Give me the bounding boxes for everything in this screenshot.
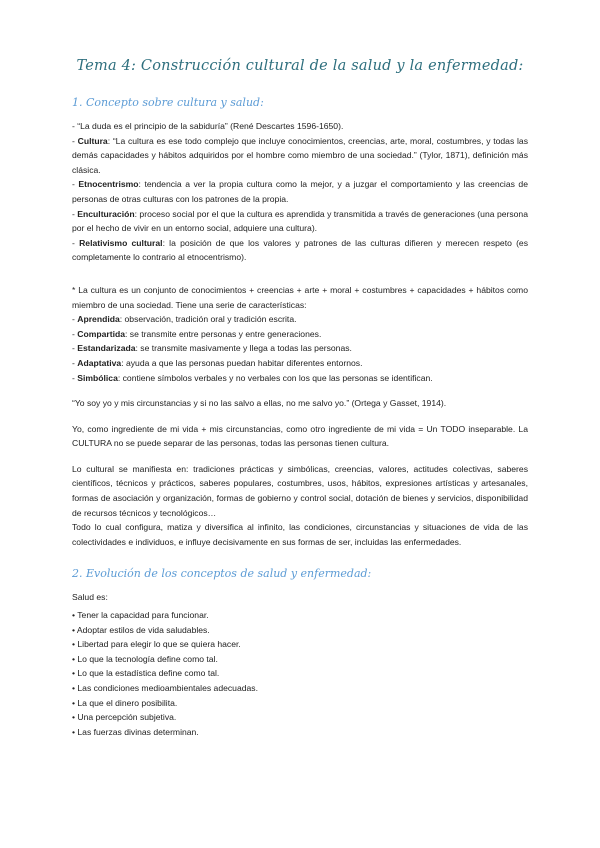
health-item: • Una percepción subjetiva. — [72, 712, 177, 723]
page-title: Tema 4: Construcción cultural de la salud y la enfermedad: — [76, 58, 524, 74]
descartes-quote: - “La duda es el principio de la sabiduría” (René Descartes 1596-1650). — [72, 121, 344, 131]
definition-etnocentrismo: - Etnocentrismo: tendencia a ver la propia cultura como la mejor, y a juzgar el comportamiento y las creencias de personas de otras culturas con los patrones de la propia. — [72, 179, 528, 204]
health-item: • Las condiciones medioambientales adecuadas. — [72, 683, 258, 693]
characteristic-text: : ayuda a que las personas puedan habitar diferentes entornos. — [121, 357, 363, 368]
term: Simbólica — [77, 372, 118, 383]
section-heading-health: 2. Evolución de los conceptos de salud y enfermedad: — [72, 567, 372, 581]
term: Etnocentrismo — [78, 179, 139, 190]
characteristic-simbolica: - Simbólica: contiene símbolos verbales y no verbales con los que las personas se identifican. — [72, 372, 433, 383]
characteristic-adaptativa: - Adaptativa: ayuda a que las personas puedan habitar diferentes entornos. — [72, 357, 363, 368]
term: Estandarizada — [77, 343, 136, 354]
yo-paragraph: Yo, como ingrediente de mi vida + mis circunstancias, como otro ingrediente de mi vida = Un TODO inseparable. La CULTURA no se puede separar de las personas, todas las personas tienen cultura. — [72, 423, 528, 449]
characteristic-text: : se transmite masivamente y llega a todas las personas. — [135, 343, 352, 354]
term: Aprendida — [77, 314, 120, 325]
health-intro: Salud es: — [72, 592, 108, 603]
term: Compartida — [77, 328, 125, 339]
characteristic-aprendida: - Aprendida: observación, tradición oral y tradición escrita. — [72, 314, 297, 325]
todo-paragraph: Todo lo cual configura, matiza y diversifica al infinito, las condiciones, circunstancias y situaciones de vida de las colectividades e individuos, e influye decisivamente en sus formas de ser, incluidas las enfermedades. — [72, 522, 528, 547]
term: Adaptativa — [77, 357, 122, 368]
characteristic-estandarizada: - Estandarizada: se transmite masivamente y llega a todas las personas. — [72, 343, 352, 354]
health-item: • La que el dinero posibilita. — [72, 697, 178, 708]
definition-text: : tendencia a ver la propia cultura como la mejor, y a juzgar el comportamiento y las creencias de personas de otras culturas con los patrones de la propia. — [72, 179, 528, 204]
definition-text: : “La cultura es ese todo complejo que incluye conocimientos, creencias, arte, moral, costumbres, y todas las demás capacidades y hábitos adquiridos por el hombre como miembro de una sociedad.” (Tylor, 1871), definición más clásica. — [72, 135, 528, 175]
section-heading-culture: 1. Concepto sobre cultura y salud: — [72, 96, 264, 109]
definition-text: : proceso social por el que la cultura es aprendida y transmitida a través de generaciones (una persona por el hecho de vivir en un entorno social, adquiere una cultura). — [72, 208, 528, 234]
health-item: • Tener la capacidad para funcionar. — [72, 610, 209, 621]
health-item: • Adoptar estilos de vida saludables. — [72, 624, 210, 635]
health-item: • Lo que la tecnología define como tal. — [72, 653, 218, 664]
health-item: • Las fuerzas divinas determinan. — [72, 726, 199, 737]
health-item: • Lo que la estadística define como tal. — [72, 668, 220, 679]
definition-text: : la posición de que los valores y patrones de las culturas difieren y merecen respeto (es completamente lo contrario al etnocentrismo). — [72, 237, 529, 263]
definition-cultura: - Cultura: “La cultura es ese todo complejo que incluye conocimientos, creencias, arte, moral, costumbres, y todas las demás capacidades y hábitos adquiridos por el hombre como miembro de una sociedad.” (Tylor, 1871), definición más clásica. — [72, 135, 528, 175]
term: Cultura — [77, 135, 108, 146]
term: Enculturación — [77, 208, 135, 219]
characteristic-compartida: - Compartida: se transmite entre personas y entre generaciones. — [72, 328, 322, 339]
term: Relativismo cultural — [79, 237, 163, 248]
characteristic-text: : observación, tradición oral y tradición escrita. — [119, 314, 297, 325]
ortega-quote: “Yo soy yo y mis circunstancias y si no las salvo a ellas, no me salvo yo.” (Ortega y Gasset, 1914). — [72, 398, 447, 409]
characteristic-text: : se transmite entre personas y entre generaciones. — [125, 328, 322, 339]
health-item: • Libertad para elegir lo que se quiera hacer. — [72, 639, 241, 650]
culture-summary: * La cultura es un conjunto de conocimientos + creencias + arte + moral + costumbres + capacidades + hábitos como miembro de una sociedad. Tiene una serie de características: — [72, 284, 528, 310]
definition-enculturacion: - Enculturación: proceso social por el que la cultura es aprendida y transmitida a través de generaciones (una persona por el hecho de vivir en un entorno social, adquiere una cultura). — [72, 208, 528, 234]
characteristic-text: : contiene símbolos verbales y no verbales con los que las personas se identifican. — [117, 372, 433, 383]
definition-relativismo: - Relativismo cultural: la posición de que los valores y patrones de las culturas difieren y merecen respeto (es completamente lo contrario al etnocentrismo). — [72, 237, 529, 263]
manifest-paragraph: Lo cultural se manifiesta en: tradiciones prácticas y simbólicas, creencias, valores, actitudes colectivas, saberes científicos, técnicos y prácticos, saberes populares, costumbres, usos, hábitos, expresiones artísticas y artesanales, formas de asociación y organización, formas de gobierno y control social, dotación de bienes y servicios, disponibilidad de recursos técnicos y tecnológicos… — [72, 463, 528, 518]
